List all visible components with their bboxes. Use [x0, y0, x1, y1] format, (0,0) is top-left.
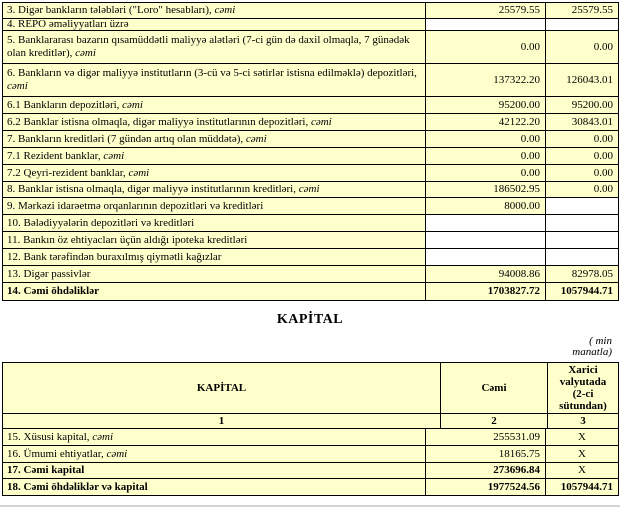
- value-xarici: X: [546, 446, 619, 463]
- row-label-suffix: cəmi: [7, 80, 28, 92]
- row-label-text: 12. Bank tərəfindən buraxılmış qiymətli kağızlar: [7, 250, 222, 263]
- row-label: [3, 165, 426, 182]
- row-label-text: 9. Mərkəzi idarəetmə orqanlarının depozitləri və kreditləri: [7, 199, 264, 212]
- row-label: [3, 131, 426, 148]
- value-col2: [426, 19, 546, 31]
- unit-note-line1: ( min: [589, 335, 612, 347]
- value-col3: 25579.55: [546, 3, 619, 19]
- table-row: [3, 249, 619, 266]
- row-label-text: 11. Bankın öz ehtiyacları üçün aldığı ipoteka kreditləri: [7, 233, 248, 246]
- value-col2: 0.00: [426, 31, 546, 64]
- column-number-row: [3, 414, 619, 429]
- row-label: [3, 97, 426, 114]
- row-label-suffix: cəmi: [122, 98, 143, 111]
- unit-note: [572, 336, 612, 358]
- table-row: [3, 198, 619, 215]
- row-label-suffix: cəmi: [298, 183, 320, 195]
- row-label-text: 6. Bankların və digər maliyyə institutların (3-cü və 5-ci sətirlər istisna edilməklə) depozitləri,: [7, 67, 417, 79]
- column-header-cemi: Cəmi: [441, 363, 548, 414]
- capital-table: [2, 362, 619, 496]
- table-row: [3, 165, 619, 182]
- row-label: [3, 31, 426, 64]
- table-row-total-capital: [3, 463, 619, 479]
- row-label-text: 7.2 Qeyri-rezident banklar,: [7, 166, 129, 179]
- value-col3: [546, 215, 619, 232]
- value-col2: 42122.20: [426, 114, 546, 131]
- table-row: [3, 429, 619, 446]
- value-col2: 8000.00: [426, 198, 546, 215]
- row-label-text: 6.1 Bankların depozitləri,: [7, 98, 123, 111]
- row-label-text: 6.2 Banklar istisna olmaqla, digər maliyyə institutlarının depozitləri,: [7, 115, 311, 128]
- row-label-text: 7.1 Rezident banklar,: [7, 149, 104, 162]
- row-label-text: 16. Ümumi ehtiyatlar,: [7, 447, 107, 460]
- row-label: [3, 19, 426, 31]
- row-label-text: 8. Banklar istisna olmaqla, digər maliyyə institutlarının kreditləri,: [7, 183, 299, 195]
- row-label-text: 18. Cəmi öhdəliklər və kapital: [7, 480, 148, 493]
- row-label: [3, 249, 426, 266]
- capital-table-body: [2, 428, 619, 496]
- value-cemi: 255531.09: [426, 429, 546, 446]
- row-label: [3, 429, 426, 446]
- row-label-text: 3. Digər bankların tələbləri ("Loro" hesabları),: [7, 4, 215, 16]
- row-label: [3, 64, 426, 97]
- value-col3: 30843.01: [546, 114, 619, 131]
- value-xarici: X: [546, 463, 619, 479]
- capital-table-header: [2, 362, 619, 429]
- row-label: [3, 463, 426, 479]
- table-row-total-liabilities: [3, 283, 619, 301]
- value-col3: 0.00: [546, 31, 619, 64]
- value-col2: 0.00: [426, 165, 546, 182]
- row-label-suffix: cəmi: [128, 166, 150, 179]
- value-col3: 1057944.71: [546, 283, 619, 301]
- row-label-suffix: cəmi: [103, 149, 125, 162]
- value-col2: 1703827.72: [426, 283, 546, 301]
- row-label: [3, 198, 426, 215]
- value-col3: 0.00: [546, 148, 619, 165]
- value-col3: 0.00: [546, 131, 619, 148]
- row-label-text: 14. Cəmi öhdəliklər: [7, 285, 99, 297]
- row-label-text: 7. Bankların kreditləri (7 gündən artıq olan müddətə),: [7, 132, 246, 145]
- column-number-3: 3: [548, 414, 619, 429]
- row-label: [3, 3, 426, 19]
- value-col2: 94008.86: [426, 266, 546, 283]
- page-divider: [0, 505, 620, 507]
- header-row: [3, 363, 619, 414]
- row-label-text: 4. REPO əməliyyatları üzrə: [7, 18, 129, 30]
- row-label: [3, 182, 426, 198]
- row-label-text: 5. Banklararası bazarın qısamüddətli maliyyə alətləri (7-ci gün də daxil olmaqla, 7 günədək olan kreditlər),: [7, 34, 410, 59]
- table-row: [3, 131, 619, 148]
- row-label-suffix: cəmi: [75, 47, 96, 59]
- value-cemi: 18165.75: [426, 446, 546, 463]
- table-row: [3, 266, 619, 283]
- column-header-xarici-valyutada: Xarici valyutada (2-ci sütundan): [548, 363, 619, 414]
- row-label: [3, 283, 426, 301]
- value-col3: 95200.00: [546, 97, 619, 114]
- table-row: [3, 97, 619, 114]
- row-label: [3, 148, 426, 165]
- row-label-suffix: cəmi: [310, 115, 332, 128]
- row-label-suffix: cəmi: [214, 4, 236, 16]
- column-header-kapital: KAPİTAL: [3, 363, 441, 414]
- table-row: [3, 148, 619, 165]
- row-label: [3, 215, 426, 232]
- row-label-text: 15. Xüsusi kapital,: [7, 430, 93, 443]
- row-label-suffix: cəmi: [106, 447, 128, 460]
- value-col3: 126043.01: [546, 64, 619, 97]
- value-col2: 25579.55: [426, 3, 546, 19]
- value-col3: 82978.05: [546, 266, 619, 283]
- value-col3: 0.00: [546, 182, 619, 198]
- value-col3: [546, 232, 619, 249]
- value-col3: [546, 19, 619, 31]
- value-col2: 186502.95: [426, 182, 546, 198]
- row-label: [3, 114, 426, 131]
- value-col2: [426, 249, 546, 266]
- row-label: [3, 446, 426, 463]
- value-col2: 0.00: [426, 131, 546, 148]
- value-col3: 0.00: [546, 165, 619, 182]
- value-col2: 95200.00: [426, 97, 546, 114]
- row-label-text: 10. Bələdiyyələrin depozitləri və kreditləri: [7, 216, 195, 229]
- table-row-total-liabilities-and-capital: [3, 479, 619, 496]
- table-row: [3, 3, 619, 19]
- row-label: [3, 479, 426, 496]
- table-row: [3, 182, 619, 198]
- table-row: [3, 232, 619, 249]
- capital-section-title: KAPİTAL: [276, 312, 344, 327]
- value-xarici: X: [546, 429, 619, 446]
- row-label: [3, 232, 426, 249]
- row-label-suffix: cəmi: [245, 132, 267, 145]
- value-col2: [426, 232, 546, 249]
- unit-note-line2: manatla): [572, 346, 612, 358]
- value-col2: 0.00: [426, 148, 546, 165]
- value-cemi: 1977524.56: [426, 479, 546, 496]
- row-label-text: 17. Cəmi kapital: [7, 464, 85, 476]
- value-col3: [546, 249, 619, 266]
- row-label-suffix: cəmi: [92, 430, 114, 443]
- value-cemi: 273696.84: [426, 463, 546, 479]
- value-xarici: 1057944.71: [546, 479, 619, 496]
- table-row: [3, 64, 619, 97]
- column-number-1: 1: [3, 414, 441, 429]
- liabilities-table: [2, 2, 619, 301]
- table-row: [3, 31, 619, 64]
- column-number-2: 2: [441, 414, 548, 429]
- table-row: [3, 19, 619, 31]
- table-row: [3, 446, 619, 463]
- value-col2: [426, 215, 546, 232]
- row-label: [3, 266, 426, 283]
- value-col2: 137322.20: [426, 64, 546, 97]
- row-label-text: 13. Digər passivlər: [7, 267, 91, 280]
- value-col3: [546, 198, 619, 215]
- table-row: [3, 114, 619, 131]
- table-row: [3, 215, 619, 232]
